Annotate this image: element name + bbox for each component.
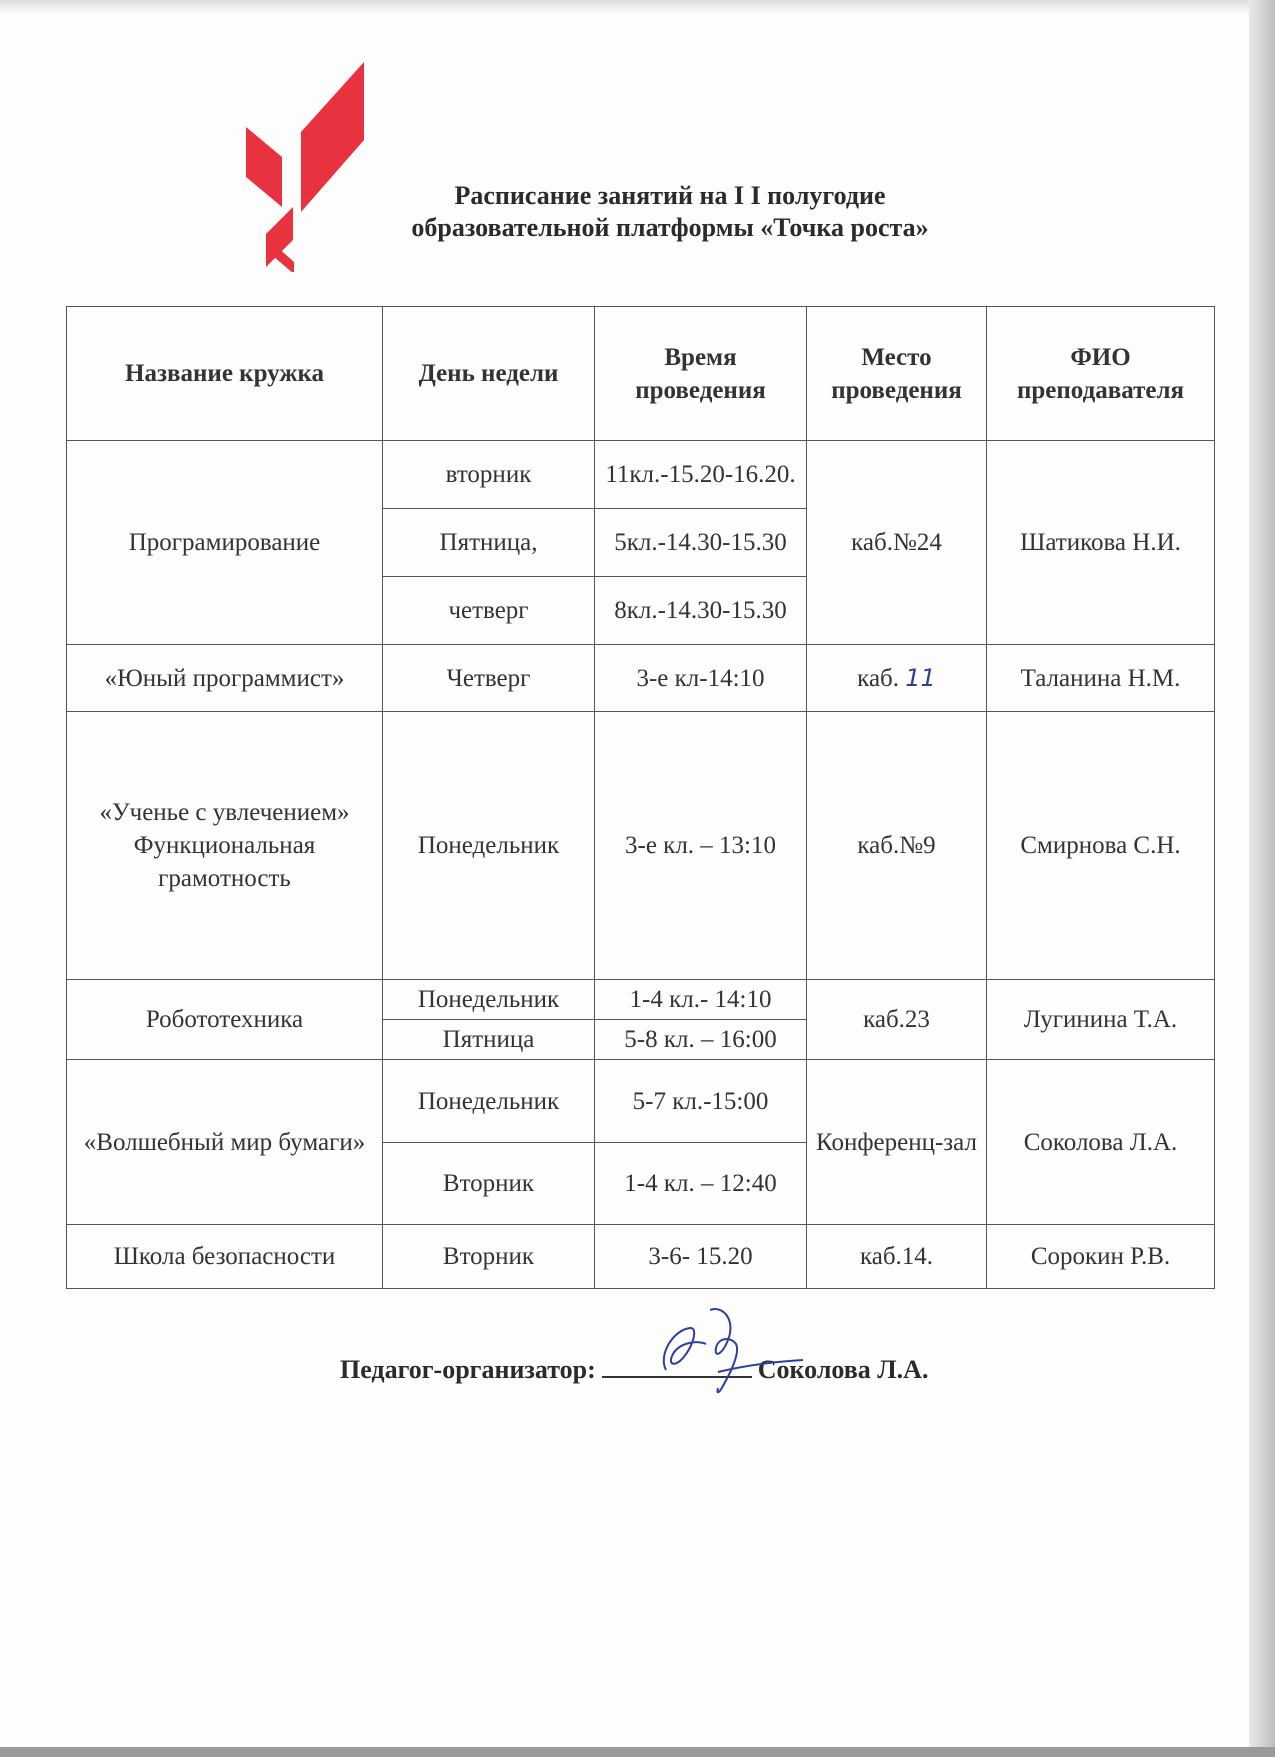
session-day: Четверг: [383, 645, 595, 712]
club-teacher: Соколова Л.А.: [987, 1060, 1215, 1225]
place-handwritten: 11: [905, 663, 936, 692]
club-place: Конференц-зал: [807, 1060, 987, 1225]
handwritten-signature: [628, 1300, 818, 1410]
scan-edge-top: [0, 0, 1275, 14]
club-place: [807, 645, 987, 712]
header-teacher: ФИО преподавателя: [987, 307, 1215, 441]
title-line-1: Расписание занятий на I I полугодие: [454, 181, 886, 210]
table-row: [67, 980, 1215, 1020]
header-club: Название кружка: [67, 307, 383, 441]
session-day: Понедельник: [383, 980, 595, 1020]
club-name: Школа безопасности: [67, 1225, 383, 1289]
club-place: каб.23: [807, 980, 987, 1060]
session-time: 11кл.-15.20-16.20.: [595, 441, 807, 509]
table-row: [67, 1225, 1215, 1289]
session-time: 3-6- 15.20: [595, 1225, 807, 1289]
place-printed: каб.: [857, 664, 900, 692]
session-day: четверг: [383, 577, 595, 645]
club-place: каб.14.: [807, 1225, 987, 1289]
club-teacher: Сорокин Р.В.: [987, 1225, 1215, 1289]
session-time: 3-е кл. – 13:10: [595, 712, 807, 980]
header-time: Время проведения: [595, 307, 807, 441]
header-day: День недели: [383, 307, 595, 441]
club-teacher: Таланина Н.М.: [987, 645, 1215, 712]
club-teacher: Смирнова С.Н.: [987, 712, 1215, 980]
title-line-2: образовательной платформы «Точка роста»: [411, 213, 929, 242]
club-teacher: Лугинина Т.А.: [987, 980, 1215, 1060]
session-day: Понедельник: [383, 1060, 595, 1143]
table-row: [67, 712, 1215, 980]
session-day: Пятница: [383, 1020, 595, 1060]
session-day: Вторник: [383, 1225, 595, 1289]
session-day: Пятница,: [383, 509, 595, 577]
session-time: 1-4 кл.- 14:10: [595, 980, 807, 1020]
document-title: [330, 180, 1010, 244]
table-row: [67, 441, 1215, 509]
club-name: «Ученье с увлечением» Функциональная грамотность: [67, 712, 383, 980]
session-day: Понедельник: [383, 712, 595, 980]
session-time: 1-4 кл. – 12:40: [595, 1143, 807, 1225]
session-time: 5-8 кл. – 16:00: [595, 1020, 807, 1060]
scan-edge-right: [1249, 0, 1275, 1757]
session-time: 8кл.-14.30-15.30: [595, 577, 807, 645]
table-row: [67, 645, 1215, 712]
table-header-row: [67, 307, 1215, 441]
session-time: 5кл.-14.30-15.30: [595, 509, 807, 577]
club-place: каб.№9: [807, 712, 987, 980]
organizer-name: Соколова Л.А.: [757, 1355, 929, 1384]
session-day: вторник: [383, 441, 595, 509]
scan-edge-bottom: [0, 1747, 1275, 1757]
club-place: каб.№24: [807, 441, 987, 645]
session-day: Вторник: [383, 1143, 595, 1225]
organizer-role: Педагог-организатор:: [340, 1355, 596, 1384]
club-name: «Юный программист»: [67, 645, 383, 712]
session-time: 5-7 кл.-15:00: [595, 1060, 807, 1143]
session-time: 3-е кл-14:10: [595, 645, 807, 712]
club-name: Робототехника: [67, 980, 383, 1060]
header-place: Место проведения: [807, 307, 987, 441]
club-name: Програмирование: [67, 441, 383, 645]
table-row: [67, 1060, 1215, 1143]
club-name: «Волшебный мир бумаги»: [67, 1060, 383, 1225]
club-teacher: Шатикова Н.И.: [987, 441, 1215, 645]
schedule-table: [66, 306, 1215, 1289]
